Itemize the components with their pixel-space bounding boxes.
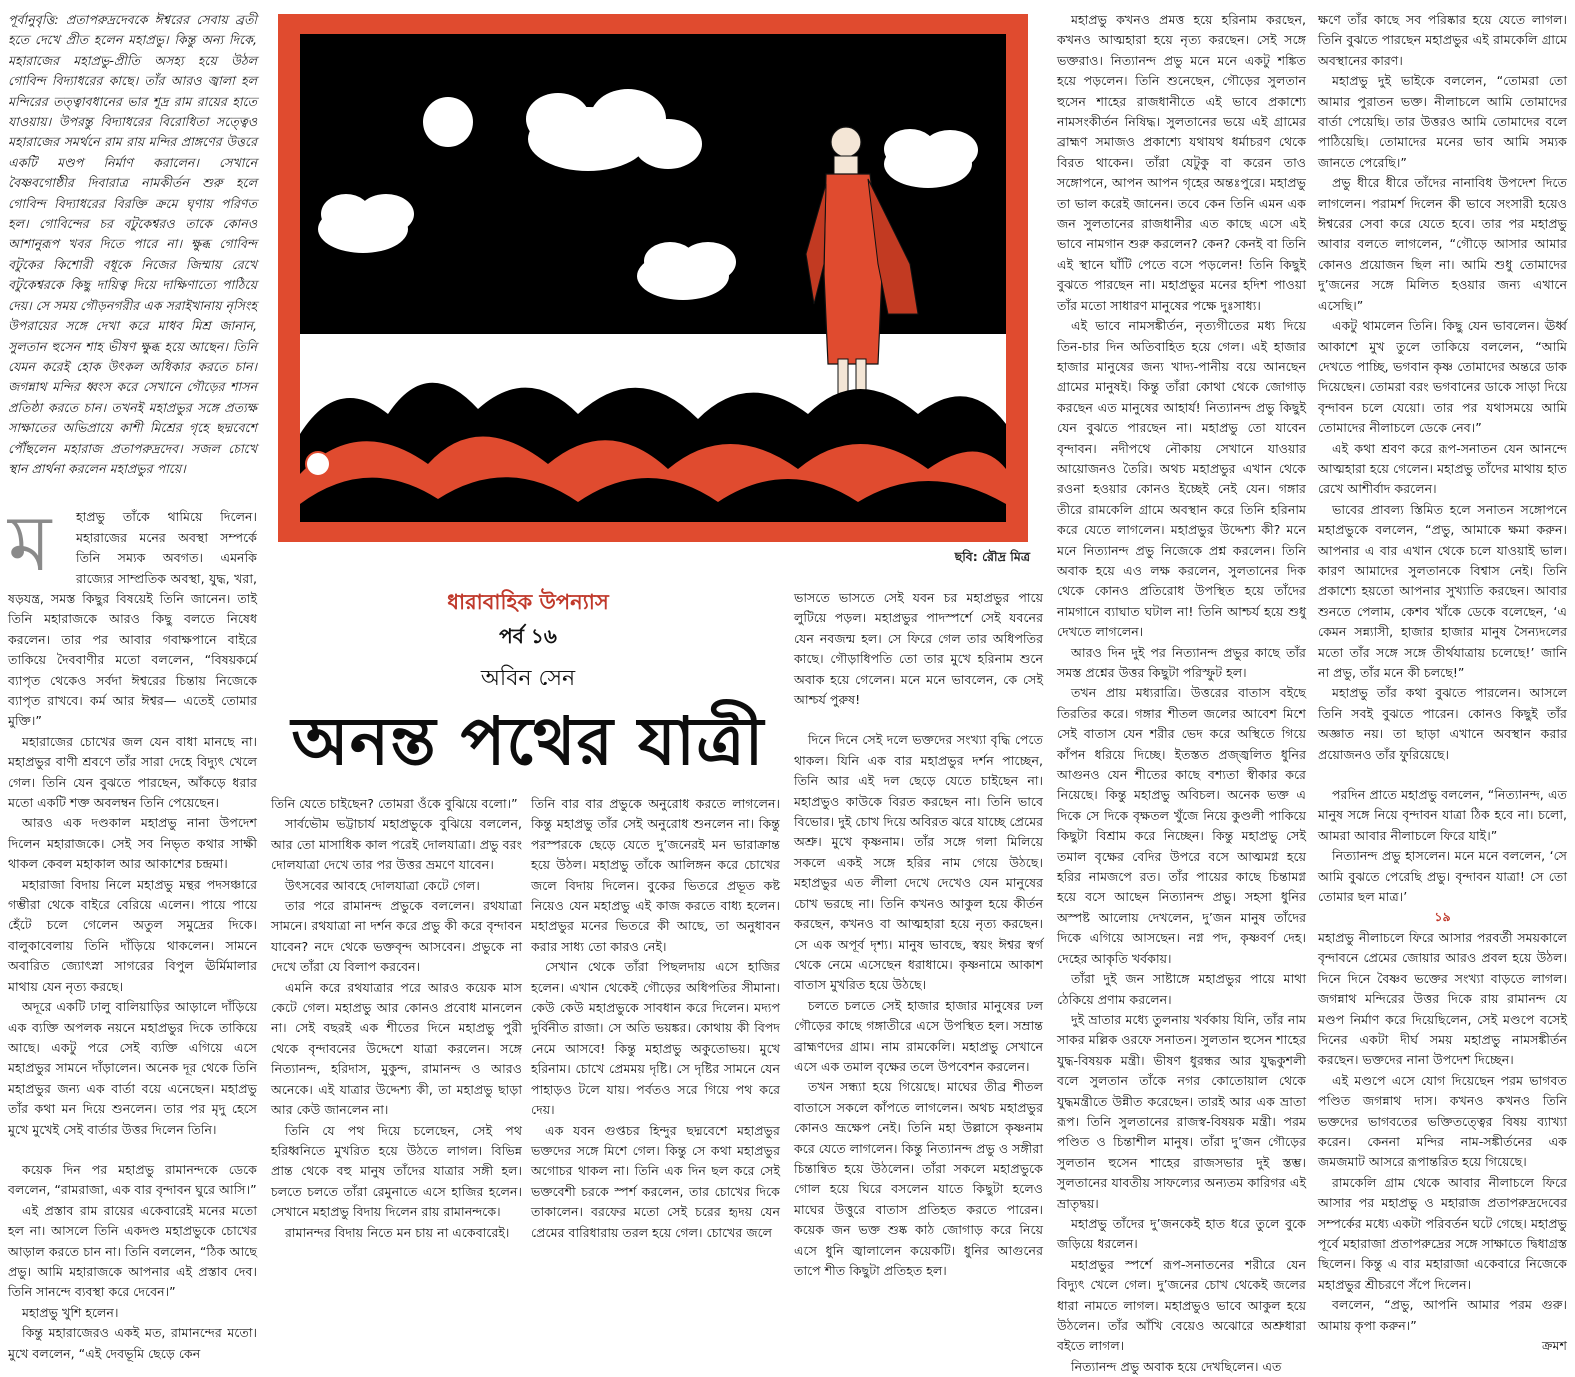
paragraph: পরদিন প্রাতে মহাপ্রভু বললেন, “নিত্যানন্দ, এত মানুষ সঙ্গে নিয়ে বৃন্দাবন যাত্রা ঠিক হবে না। চলো, আমরা আবার নীলাচলে ফিরে যাই।” [1318, 787, 1567, 843]
story-title: অনন্ত পথের যাত্রী [291, 703, 765, 780]
part-number: পর্ব ১৬ [499, 624, 557, 648]
paragraph: এই মণ্ডপে এসে যোগ দিয়েছেন পরম ভাগবত পণ্ডিত জগন্নাথ দাস। কখনও কখনও তিনি ভক্তদের ভাগবতের ভক্তিতত্ত্বের বিষয় ব্যাখ্যা করেন। কেননা মন্দির নাম-সঙ্কীর্তনের এক জমজমাট আসরে রূপান্তরিত হয়ে গিয়েছে। [1318, 1072, 1567, 1170]
waves [300, 383, 1006, 522]
illustration-credit: ছবি: রৌদ্র মিত্র [954, 549, 1030, 564]
paragraph: এই ভাবে নামসঙ্কীর্তন, নৃত্যগীতের মধ্য দিয়ে তিন-চার দিন অতিবাহিত হয়ে গেল। এই হাজার হাজার মানুষের জন্য খাদ্য-পানীয় বয়ে আনছেন গ্রামের মানুষই। কিন্তু তাঁরা কোথা থেকে জোগাড় করছেন এত মানুষের আহার্য! নিত্যানন্দ প্রভু কিছুই যেন বুঝতে পারছেন না। মহাপ্রভু তো যাবেন বৃন্দাবন। নদীপথে নৌকায় সেখানে যাওয়ার আয়োজনও তৈরি। অথচ মহাপ্রভুর এখান থেকে রওনা হওয়ার কোনও ইচ্ছেই নেই যেন। গঙ্গার তীরে রামকেলি গ্রামে অবস্থান করে তিনি হরিনাম করে যেতে লাগলেন। মহাপ্রভুর উদ্দেশ্য কী? মনে মনে নিত্যানন্দ প্রভু নিজেকে প্রশ্ন করলেন। তিনি অবাক হয়ে এও লক্ষ করলেন, সুলতানের দিক থেকে কোনও প্রতিরোধ উপস্থিত হয়ে তাঁদের নামগানে ব্যাঘাত ঘটাল না! তিনি আশ্চর্য হয়ে শুধু দেখতে লাগলেন। [1057, 318, 1306, 640]
author-name: অবিন সেন [480, 666, 576, 691]
paragraph: ক্ষণে তাঁর কাছে সব পরিষ্কার হয়ে যেতে লাগল। তিনি বুঝতে পারছেন মহাপ্রভুর এই রামকেলি গ্রামে অবস্থানের কারণ। [1318, 12, 1567, 68]
paragraph: হাপ্রভু তাঁকে থামিয়ে দিলেন। মহারাজের মনের অবস্থা সম্পর্কে তিনি সম্যক অবগত। এমনকি রাজ্যের সাম্প্রতিক অবস্থা, যুদ্ধ, খরা, ষড়যন্ত্র, সমস্ত কিছুর বিষয়েই তিনি জানেন। তাই তিনি মহারাজকে আরও কিছু বলতে নিষেধ করলেন। তার পর আবার গবাক্ষপানে বাইরে তাকিয়ে দৈববাণীর মতো বললেন, “বিষয়কর্মে ব্যাপৃত থেকেও সর্বদা ঈশ্বরের চিন্তায় নিজেকে ব্যাপৃত রাখবে। কর্ম আর ঈশ্বর— এতেই তোমার মুক্তি।” [8, 509, 257, 729]
paragraph: প্রভু ধীরে ধীরে তাঁদের নানাবিধ উপদেশ দিতে লাগলেন। পরামর্শ দিলেন কী ভাবে সংসারী হয়েও ঈশ্বরের সেবা করে যেতে হবে। তার পর মহাপ্রভু আবার বলতে লাগলেন, “গৌড়ে আসার আমার কোনও প্রয়োজন ছিল না। আমি শুধু তোমাদের দু’জনের সঙ্গে মিলিত হওয়ার জন্য এখানে এসেছি।” [1318, 175, 1567, 313]
moon-icon [423, 97, 473, 147]
chapter-number: ১৯ [1434, 909, 1451, 925]
paragraph: মহাপ্রভু দুই ভাইকে বললেন, “তোমরা তো আমার পুরাতন ভক্ত। নীলাচলে আমি তোমাদের বার্তা পেয়েছি। তার উত্তরও আমি তোমাদের বলে পাঠিয়েছি। তোমাদের মনের ভাব আমি সম্যক জানতে পেরেছি।” [1318, 73, 1567, 170]
artist-seal [306, 452, 330, 476]
paragraph: অদূরে একটি ঢালু বালিয়াড়ির আড়ালে দাঁড়িয়ে এক ব্যক্তি অপলক নয়নে মহাপ্রভুর দিকে তাকিয়ে আছে। একটু পরে সেই ব্যক্তি এগিয়ে এসে মহাপ্রভুর সামনে দাঁড়ালেন। অনেক দূর থেকে তিনি মহাপ্রভুর জন্য এক বার্তা বয়ে এনেছেন। মহাপ্রভু তাঁর কথা মন দিয়ে শুনলেন। তার পর মৃদু হেসে মুখে মুখেই সেই বার্তার উত্তর দিলেন তিনি। [8, 999, 257, 1137]
paragraph: মহাপ্রভু নীলাচলে ফিরে আসার পরবর্তী সময়কালে বৃন্দাবনে প্রেমের জোয়ার আরও প্রবল হয়ে উঠল। দিনে দিনে বৈষ্ণব ভক্তের সংখ্যা বাড়তে লাগল। জগন্নাথ মন্দিরের উত্তর দিকে রায় রামানন্দ যে মণ্ডপ নির্মাণ করে দিয়েছিলেন, সেই মণ্ডপে বসেই দিনের একটা দীর্ঘ সময় মহাপ্রভু নামসঙ্কীর্তন করছেন। ভক্তদের নানা উপদেশ দিচ্ছেন। [1318, 929, 1567, 1068]
column-1 [8, 10, 257, 1361]
illustration-svg [278, 14, 1028, 542]
column-2 [271, 794, 522, 1240]
paragraph: এমনি করে রথযাত্রার পরে আরও কয়েক মাস কেটে গেল। মহাপ্রভু আর কোনও প্রবোধ মানলেন না। সেই বছরই এক শীতের দিনে মহাপ্রভু পুরী থেকে বৃন্দাবনের উদ্দেশে যাত্রা করলেন। সঙ্গে নিত্যানন্দ, হরিদাস, মুকুন্দ, রামানন্দ ও আরও অনেকে। এই যাত্রার উদ্দেশ্য কী, তা মহাপ্রভু ছাড়া আর কেউ জানলেন না। [271, 979, 522, 1118]
paragraph: আরও এক দণ্ডকাল মহাপ্রভু নানা উপদেশ দিলেন মহারাজকে। সেই সব নিভৃত কথার সাক্ষী থাকল কেবল মহাকাল আর আকাশের চন্দ্রমা। [8, 815, 257, 872]
paragraph: দিনে দিনে সেই দলে ভক্তদের সংখ্যা বৃদ্ধি পেতে থাকল। যিনি এক বার মহাপ্রভুর দর্শন পাচ্ছেন, তিনি আর এই দল ছেড়ে যেতে চাইছেন না। মহাপ্রভুও কাউকে বিরত করছেন না। তিনি ভাবে বিভোর। দুই চোখ দিয়ে অবিরত ঝরে যাচ্ছে প্রেমের অশ্রু। মুখে কৃষ্ণনাম। তাঁর সঙ্গে গলা মিলিয়ে সকলে একই সঙ্গে হরির নাম গেয়ে উঠছে। মহাপ্রভুর এত লীলা দেখে দেখেও যেন মানুষের চোখ ভরছে না। তিনি কখনও আকুল হয়ে কীর্তন করছেন, কখনও বা আত্মহারা হয়ে নৃত্য করছেন। সে এক অপূর্ব দৃশ্য। মানুষ ভাবছে, স্বয়ং ঈশ্বর স্বর্গ থেকে নেমে এসেছেন ধরাধামে। কৃষ্ণনামে আকাশ বাতাস মুখরিত হয়ে উঠছে। [794, 732, 1043, 993]
paragraph: মহাপ্রভু তাঁর কথা বুঝতে পারলেন। আসলে তিনি সবই বুঝতে পারেন। কোনও কিছুই তাঁর অজ্ঞাত নয়। তা ছাড়া এখানে অবস্থান করার প্রয়োজনও তাঁর ফুরিয়েছে। [1318, 685, 1567, 762]
paragraph: তার পরে রামানন্দ প্রভুকে বললেন। রথযাত্রা সামনে। রথযাত্রা না দর্শন করে প্রভু কী করে বৃন্দাবন যাবেন? নদে থেকে ভক্তবৃন্দ আসবেন। প্রভুকে না দেখে তাঁরা যে বিলাপ করবেন। [271, 898, 522, 975]
paragraph: এক যবন গুপ্তচর হিন্দুর ছদ্মবেশে মহাপ্রভুর ভক্তদের সঙ্গে মিশে গেল। কিন্তু সে কথা মহাপ্রভুর অগোচর থাকল না। তিনি এক দিন ছল করে সেই ভক্তবেশী চরকে স্পর্শ করলেন, তার চোখের দিকে তাকালেন। বরফের মতো সেই চরের হৃদয় যেন প্রেমের বারিধারায় তরল হয়ে গেল। চোখের জলে [531, 1122, 780, 1240]
paragraph: বললেন, “প্রভু, আপনি আমার পরম গুরু। আমায় কৃপা করুন।” [1318, 1297, 1567, 1333]
paragraph: রামানন্দর বিদায় নিতে মন চায় না একেবারেই। [285, 1224, 510, 1240]
paragraph: সার্বভৌম ভট্টাচার্য মহাপ্রভুকে বুঝিয়ে বললেন, আর তো মাসাধিক কাল পরেই দোলযাত্রা। প্রভু বরং দোলযাত্রা দেখে তার পর উত্তর ভ্রমণে যাবেন। [271, 816, 522, 873]
paragraph: দুই ভ্রাতার মধ্যে তুলনায় খর্বকায় যিনি, তাঁর নাম সাকর মল্লিক ওরফে সনাতন। সুলতান হুসেন শাহের যুদ্ধ-বিষয়ক মন্ত্রী। ভীষণ ধুরন্ধর আর যুদ্ধকুশলী বলে সুলতান তাঁকে নগর কোতোয়াল থেকে যুদ্ধমন্ত্রীতে উন্নীত করেছেন। তারই আর এক ভ্রাতা রূপ। তিনি সুলতানের রাজস্ব-বিষয়ক মন্ত্রী। পরম পণ্ডিত ও চিন্তাশীল মানুষ। তাঁরা দু’জন গৌড়ের সুলতান হুসেন শাহের রাজসভার দুই স্তম্ভ। সুলতানের যাবতীয় সাফল্যের অন্যতম কারিগর এই ভ্রাতৃদ্বয়। [1057, 1011, 1306, 1211]
paragraph: তিনি যে পথ দিয়ে চলেছেন, সেই পথ হরিধ্বনিতে মুখরিত হয়ে উঠতে লাগল। বিভিন্ন প্রান্ত থেকে বহু মানুষ তাঁদের যাত্রার সঙ্গী হল। চলতে চলতে তাঁরা রেমুনাতে এসে হাজির হলেন। সেখানে মহাপ্রভু বিদায় দিলেন রায় রামানন্দকে। [271, 1122, 522, 1220]
column-3 [531, 794, 780, 1240]
paragraph: নিত্যানন্দ প্রভু হাসলেন। মনে মনে বললেন, ‘সে আমি বুঝতে পেরেছি প্রভু। বৃন্দাবন যাত্রা! সে তো তোমার ছল মাত্র।’ [1318, 848, 1567, 905]
paragraph: কিন্তু মহারাজেরও একই মত, রামানন্দের মতো। মুখে বললেন, “এই দেবভূমি ছেড়ে কেন [8, 1325, 257, 1361]
paragraph: ভাবের প্রাবল্য স্তিমিত হলে সনাতন সঙ্গোপনে মহাপ্রভুকে বললেন, “প্রভু, আমাকে ক্ষমা করুন। আপনার এ বার এখান থেকে চলে যাওয়াই ভাল। কারণ আমাদের সুলতানকে বিশ্বাস নেই। তিনি প্রকাশ্যে হয়তো আপনার সুখ্যাতি করছেন। আবার শুনতে পেলাম, কেশব খাঁকে ডেকে বলেছেন, ‘এ কেমন সন্ন্যাসী, হাজার হাজার মানুষ সৈন্যদলের মতো তাঁর সঙ্গে সঙ্গে তীর্থযাত্রায় চলেছে!’ জানি না প্রভু, তাঁর মনে কী চলছে!” [1318, 501, 1567, 680]
column-4 [794, 588, 1043, 1278]
paragraph: সেখান থেকে তাঁরা পিছলদায় এসে হাজির হলেন। এখান থেকেই গৌড়ের অধিপতির সীমানা। কেউ কেউ মহাপ্রভুকে সাবধান করে দিলেন। মদ্যপ দুর্বিনীত রাজা। সে অতি ভয়ঙ্কর। কোথায় কী বিপদ নেমে আসবে! কিন্তু মহাপ্রভু অকুতোভয়। মুখে হরিনাম। চোখে প্রেমময় দৃষ্টি। সে দৃষ্টির সামনে যেন পাহাড়ও টলে যায়। পর্বতও সরে গিয়ে পথ করে দেয়। [531, 959, 780, 1118]
paragraph: একটু থামলেন তিনি। কিছু যেন ভাবলেন। ঊর্ধ্ব আকাশে মুখ তুলে তাকিয়ে বললেন, “আমি দেখতে পাচ্ছি, ভগবান কৃষ্ণ তোমাদের অন্তরে ডাক দিয়েছেন। তোমরা বরং ভগবানের ডাকে সাড়া দিয়ে বৃন্দাবন চলে যেয়ো। তার পর যথাসময়ে আমি তোমাদের নীলাচলে ডেকে নেব।” [1318, 318, 1567, 436]
paragraph: এই প্রস্তাব রাম রায়ের একেবারেই মনের মতো হল না। আসলে তিনি একদণ্ড মহাপ্রভুকে চোখের আড়াল করতে চান না। তিনি বললেন, “ঠিক আছে প্রভু। আমি মহারাজকে আপনার এই প্রস্তাব দেব। তিনি সানন্দে ব্যবস্থা করে দেবেন।” [8, 1202, 257, 1300]
previous-summary: পূর্বানুবৃত্তি: প্রতাপরুদ্রদেবকে ঈশ্বরের সেবায় ব্রতী হতে দেখে প্রীত হলেন মহাপ্রভু। কিন্তু অন্য দিকে, মহারাজের মহাপ্রভু-প্রীতি অসহ্য হয়ে উঠল গোবিন্দ বিদ্যাধরের কাছে। তাঁর আরও জ্বালা হল মন্দিরের তত্ত্বাবধানের ভার শূদ্র রাম রায়ের হাতে যাওয়ায়। উপরন্তু বিদ্যাধরের বিরোধিতা সত্ত্বেও মহারাজের সমর্থনে রাম রায় মন্দির প্রাঙ্গণের উত্তরে একটি মণ্ডপ নির্মাণ করালেন। সেখানে বৈষ্ণবগোষ্ঠীর দিবারাত্র নামকীর্তন শুরু হলে গোবিন্দ বিদ্যাধরের বিরক্তি ক্রমে ঘৃণায় পরিণত হল। গোবিন্দের চর বটুকেশ্বরও তাকে কোনও আশানুরূপ খবর দিতে পারে না। ক্ষুব্ধ গোবিন্দ বটুকের কিশোরী বধূকে নিজের জিম্মায় রেখে বটুকেশ্বরকে কিছু দায়িত্ব দিয়ে দাক্ষিণাত্যে পাঠিয়ে দেয়। সে সময় গৌড়নগরীর এক সরাইখানায় নৃসিংহ উপরায়ের সঙ্গে দেখা করে মাধব মিশ্র জানান, সুলতান হুসেন শাহ ভীষণ ক্ষুব্ধ হয়ে আছেন। তিনি যেমন করেই হোক উৎকল অধিকার করতে চান। জগন্নাথ মন্দির ধ্বংস করে সেখানে গৌড়ের শাসন প্রতিষ্ঠা করতে চান। তখনই মহাপ্রভুর সঙ্গে প্রত্যক্ষ সাক্ষাতের অভিপ্রায়ে কাশী মিশ্রের গৃহে ছদ্মবেশে পৌঁছলেন মহারাজ প্রতাপরুদ্রদেব। সজল চোখে স্থান প্রার্থনা করলেন মহাপ্রভুর পায়ে। [8, 12, 257, 476]
paragraph: তখন সন্ধ্যা হয়ে গিয়েছে। মাঘের তীব্র শীতল বাতাসে সকলে কাঁপতে লাগলেন। অথচ মহাপ্রভুর কোনও ভ্রূক্ষেপ নেই। তিনি মহা উল্লাসে কৃষ্ণনাম করে যেতে লাগলেন। কিন্তু নিত্যানন্দ প্রভু ও সঙ্গীরা চিন্তান্বিত হয়ে উঠলেন। তাঁরা সকলে মহাপ্রভুকে গোল হয়ে ঘিরে বসলেন যাতে কিছুটা হলেও মাঘের উত্তুরে বাতাস প্রতিহত করতে পারেন। কয়েক জন ভক্ত শুষ্ক কাঠ জোগাড় করে নিয়ে এসে ধুনি জ্বালালেন কয়েকটি। ধুনির আগুনের তাপে শীত কিছুটা প্রতিহত হল। [794, 1079, 1043, 1278]
paragraph: নিত্যানন্দ প্রভু অবাক হয়ে দেখছিলেন। এত [1071, 1358, 1282, 1374]
drop-cap: ম [8, 499, 52, 590]
paragraph: মহারাজের চোখের জল যেন বাধা মানছে না। মহাপ্রভুর বাণী শ্রবণে তাঁর সারা দেহে বিদ্যুৎ খেলে গেল। তিনি যেন বুঝতে পারছেন, আঁকড়ে ধরার মতো একটি শক্ত অবলম্বন তিনি পেয়েছেন। [8, 733, 257, 811]
column-5 [1057, 10, 1306, 1374]
to-be-continued: ক্রমশ [1542, 1338, 1567, 1353]
paragraph: চলতে চলতে সেই হাজার হাজার মানুষের ঢল গৌড়ের কাছে গঙ্গাতীরে এসে উপস্থিত হল। সম্রান্ত ব্রাহ্মণদের গ্রাম। নাম রামকেলি। মহাপ্রভু সেখানে এসে এক তমাল বৃক্ষের তলে উপবেশন করলেন। [794, 997, 1043, 1074]
paragraph: তিনি বার বার প্রভুকে অনুরোধ করতে লাগলেন। কিন্তু মহাপ্রভু তাঁর সেই অনুরোধ শুনলেন না। কিন্তু পরস্পরকে ছেড়ে যেতে দু’জনেরই মন ভারাক্রান্ত হয়ে উঠল। মহাপ্রভু তাঁকে আলিঙ্গন করে চোখের জলে বিদায় দিলেন। বুকের ভিতরে প্রভূত কষ্ট নিয়েও যেন মহাপ্রভু এই কাজ করতে বাধ্য হলেন। মহাপ্রভুর মনের ভিতরে কী আছে, তা অনুধাবন করার সাধ্য তো কারও নেই। [531, 796, 780, 954]
paragraph: তাঁরা দুই জন সাষ্টাঙ্গে মহাপ্রভুর পায়ে মাথা ঠেকিয়ে প্রণাম করলেন। [1057, 971, 1306, 1007]
paragraph: তিনি যেতে চাইছেন? তোমরা ওঁকে বুঝিয়ে বলো।” [271, 796, 518, 811]
paragraph: উৎসবের আবহে দোলযাত্রা কেটে গেল। [285, 877, 480, 893]
paragraph: এই কথা শ্রবণ করে রূপ-সনাতন যেন আনন্দে আত্মহারা হয়ে গেলেন। মহাপ্রভু তাঁদের মাথায় হাত রেখে আশীর্বাদ করলেন। [1318, 440, 1567, 497]
paragraph: রামকেলি গ্রাম থেকে আবার নীলাচলে ফিরে আসার পর মহাপ্রভু ও মহারাজ প্রতাপরুদ্রদেবের সম্পর্কের মধ্যে একটা পরিবর্তন ঘটে গেছে। মহাপ্রভু পূর্বে মহারাজা প্রতাপরুদ্রের সঙ্গে সাক্ষাতে দ্বিধাগ্রস্ত ছিলেন। কিন্তু এ বার মহারাজা একেবারে নিজেকে মহাপ্রভুর শ্রীচরণে সঁপে দিলেন। [1318, 1174, 1567, 1292]
paragraph: ভাসতে ভাসতে সেই যবন চর মহাপ্রভুর পায়ে লুটিয়ে পড়ল। মহাপ্রভুর পাদস্পর্শে সেই যবনের যেন নবজন্ম হল। সে ফিরে গেল তার অধিপতির কাছে। গৌড়াধিপতি তো তার মুখে হরিনাম শুনে অবাক হয়ে গেলেন। মনে মনে ভাবলেন, কে সেই আশ্চর্য পুরুষ! [794, 590, 1043, 708]
paragraph: মহাপ্রভুর স্পর্শে রূপ-সনাতনের শরীরে যেন বিদ্যুৎ খেলে গেল। দু’জনের চোখ থেকেই জলের ধারা নামতে লাগল। মহাপ্রভুও ভাবে আকুল হয়ে উঠলেন। তাঁর আঁখি বেয়েও অঝোরে অশ্রুধারা বইতে লাগল। [1057, 1256, 1306, 1354]
paragraph: মহারাজা বিদায় নিলে মহাপ্রভু মন্থর পদসঞ্চারে গম্ভীরা থেকে বাইরে বেরিয়ে এলেন। পায়ে পায়ে হেঁটে চলে গেলেন অতুল সমুদ্রের দিকে। বালুকাবেলায় তিনি দাঁড়িয়ে থাকলেন। সামনে অবারিত জ্যোৎস্না সাগরের বিপুল ঊর্মিমালার মাথায় যেন নৃত্য করছে। [8, 876, 257, 994]
paragraph: মহাপ্রভু কখনও প্রমত্ত হয়ে হরিনাম করছেন, কখনও আত্মহারা হয়ে নৃত্য করছেন। সেই সঙ্গে ভক্তরাও। নিত্যানন্দ প্রভু মনে মনে একটু শঙ্কিত হয়ে পড়লেন। তিনি শুনেছেন, গৌড়ের সুলতান হুসেন শাহের রাজধানীতে এই ভাবে প্রকাশ্যে নামসংকীর্তন নিষিদ্ধ। সুলতানের ভয়ে এই গ্রামের ব্রাহ্মণ সমাজও প্রকাশ্যে যথাযথ ধর্মাচরণ থেকে বিরত থাকেন। তাঁরা যেটুকু বা করেন তাও সঙ্গোপনে, আপন আপন গৃহের অন্তঃপুরে। মহাপ্রভু তা ভাল করেই জানেন। তবে কেন তিনি এমন এক জন সুলতানের রাজধানীর এত কাছে এসে এই ভাবে নামগান শুরু করলেন? কেন? কেনই বা তিনি এই স্থানে ঘাঁটি পেতে বসে পড়লেন! তিনি কিছুই বুঝতে পারছেন না। মহাপ্রভুর মনের হদিশ পাওয়া তাঁর মতো সাধারণ মানুষের পক্ষে দুঃসাধ্য। [1057, 12, 1306, 313]
paragraph: মহাপ্রভু খুশি হলেন। [22, 1304, 119, 1320]
paragraph: মহাপ্রভু তাঁদের দু’জনকেই হাত ধরে তুলে বুকে জড়িয়ে ধরলেন। [1057, 1215, 1306, 1252]
paragraph: আরও দিন দুই পর নিত্যানন্দ প্রভুর কাছে তাঁর সমস্ত প্রশ্নের উত্তর কিছুটা পরিস্ফুট হল। [1057, 644, 1306, 680]
paragraph: তখন প্রায় মধ্যরাত্রি। উত্তরের বাতাস বইছে তিরতির করে। গঙ্গার শীতল জলের আবেশ মিশে সেই বাতাস যেন শরীর ভেদ করে অস্থিতে গিয়ে কাঁপন ধরিয়ে দিচ্ছে। ইতস্তত প্রজ্জ্বলিত ধুনির আগুনও যেন শীতের কাছে বশ্যতা স্বীকার করে নিয়েছে। কিন্তু মহাপ্রভু অবিচল। অনেক ভক্ত এ দিকে সে দিকে বৃক্ষতল খুঁজে নিয়ে কুণ্ডলী পাকিয়ে কিছুটা বিশ্রাম করে নিচ্ছেন। কিন্তু মহাপ্রভু সেই তমাল বৃক্ষের বেদির উপরে বসে আত্মমগ্ন হয়ে হরির নামজপে রত। তাঁর পায়ের কাছে চিন্তামগ্ন হয়ে বসে আছেন নিত্যানন্দ প্রভু। সহসা ধুনির অস্পষ্ট আলোয় দেখলেন, দু’জন মানুষ তাঁদের দিকে এগিয়ে আসছেন। নগ্ন পদ, কৃষ্ণবর্ণ দেহ। দেহের আকৃতি খর্বকায়। [1057, 685, 1306, 966]
illustration [278, 14, 1028, 542]
series-label: ধারাবাহিক উপন্যাস [447, 590, 609, 614]
paragraph: কয়েক দিন পর মহাপ্রভু রামানন্দকে ডেকে বললেন, “রামরাজা, এক বার বৃন্দাবন ঘুরে আসি।” [8, 1161, 257, 1198]
column-6 [1318, 10, 1567, 1353]
